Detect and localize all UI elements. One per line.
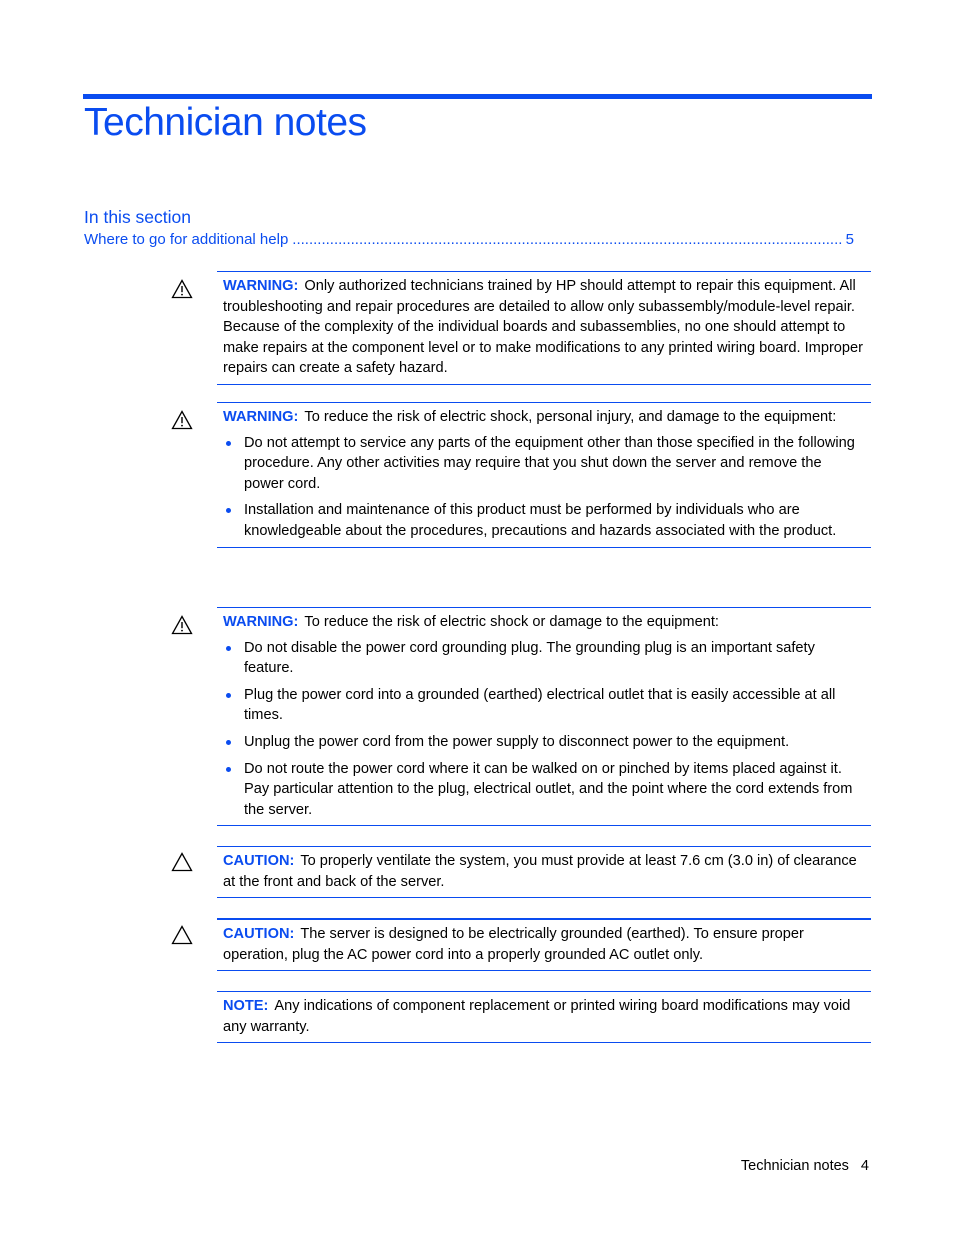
caution-notice bbox=[217, 918, 871, 971]
page-footer bbox=[741, 1158, 869, 1174]
warning-icon bbox=[171, 615, 193, 635]
notice-label: WARNING: bbox=[223, 614, 299, 630]
footer-title: Technician notes bbox=[740, 1158, 849, 1174]
section-heading: In this section bbox=[84, 207, 191, 227]
warning-icon bbox=[171, 410, 193, 430]
notice-label: WARNING: bbox=[223, 409, 299, 425]
notice-body bbox=[223, 276, 865, 379]
caution-notice bbox=[217, 846, 871, 898]
notice-label: WARNING: bbox=[223, 278, 299, 294]
notice-body bbox=[223, 612, 865, 633]
page-title: Technician notes bbox=[84, 101, 367, 144]
notice-label: CAUTION: bbox=[223, 853, 295, 869]
notice-text: To properly ventilate the system, you must provide at least 7.6 cm (3.0 in) of clearance at the front and back of the server. bbox=[223, 853, 857, 890]
list-item: Do not attempt to service any parts of the equipment other than those specified in the following procedure. Any other activities may require that you shut down the server and remove the power cord. bbox=[223, 433, 865, 495]
notice-text: Any indications of component replacement or printed wiring board modifications may void any warranty. bbox=[223, 998, 851, 1035]
footer-page-number: 4 bbox=[860, 1158, 869, 1174]
notice-text: Only authorized technicians trained by HP should attempt to repair this equipment. All troubleshooting and repair procedures are detailed to allow only subassembly/module-level repair. Because of the complexity of the individual boards and subassemblies, no one should attempt to make repairs at the component level or to make modifications to any printed wiring board. Improper repairs can create a safety hazard. bbox=[223, 278, 864, 377]
notice-label: NOTE: bbox=[223, 998, 269, 1014]
notice-body bbox=[223, 924, 865, 965]
notice-label: CAUTION: bbox=[223, 926, 295, 942]
toc-link-additional-help[interactable] bbox=[84, 231, 854, 248]
notice-list bbox=[223, 433, 865, 542]
list-item: Unplug the power cord from the power supply to disconnect power to the equipment. bbox=[223, 732, 865, 753]
notice-body bbox=[223, 407, 865, 428]
warning-icon bbox=[171, 279, 193, 299]
notice-body bbox=[223, 851, 865, 892]
notice-list bbox=[223, 638, 865, 821]
notice-text: The server is designed to be electrically grounded (earthed). To ensure proper operation, plug the AC power cord into a properly grounded AC outlet only. bbox=[223, 926, 804, 963]
top-rule bbox=[83, 94, 872, 99]
warning-notice bbox=[217, 271, 871, 385]
notice-text: To reduce the risk of electric shock, personal injury, and damage to the equipment: bbox=[304, 409, 837, 425]
toc-entry-label: Where to go for additional help bbox=[84, 231, 289, 248]
notice-text: To reduce the risk of electric shock or damage to the equipment: bbox=[304, 614, 719, 630]
list-item: Plug the power cord into a grounded (earthed) electrical outlet that is easily accessible at all times. bbox=[223, 685, 865, 726]
caution-icon bbox=[171, 925, 193, 945]
list-item: Do not route the power cord where it can be walked on or pinched by items placed against it. Pay particular attention to the plug, electrical outlet, and the point where the cord extends from the server. bbox=[223, 759, 865, 821]
list-item: Installation and maintenance of this product must be performed by individuals who are knowledgeable about the procedures, precautions and hazards associated with the product. bbox=[223, 500, 865, 541]
notice-body bbox=[223, 996, 865, 1037]
list-item: Do not disable the power cord grounding plug. The grounding plug is an important safety feature. bbox=[223, 638, 865, 679]
toc-leader-dots bbox=[292, 231, 841, 248]
warning-notice bbox=[217, 607, 871, 826]
caution-icon bbox=[171, 852, 193, 872]
warning-notice bbox=[217, 402, 871, 548]
toc-entry-page: 5 bbox=[845, 231, 854, 248]
note-notice bbox=[217, 991, 871, 1043]
